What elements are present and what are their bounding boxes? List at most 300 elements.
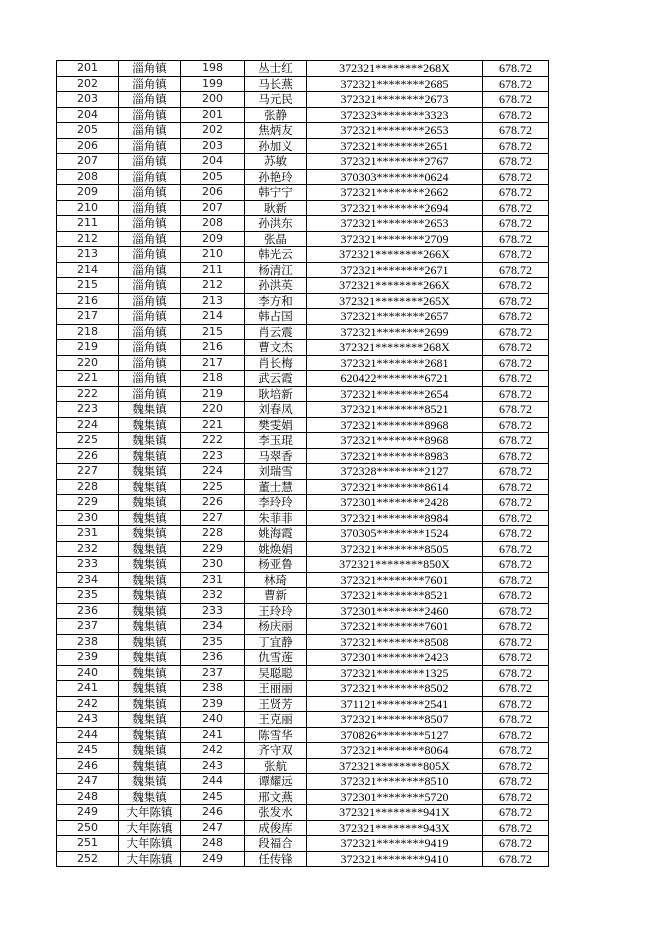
town-cell: 淄角镇 [119,231,181,247]
town-cell: 淄角镇 [119,61,181,77]
amount-cell: 678.72 [483,278,549,294]
name-cell: 李方和 [245,293,307,309]
row-number-cell: 250 [57,820,119,836]
id-number-cell: 370303********0624 [307,169,483,185]
sequence-cell: 237 [181,665,245,681]
id-number-cell: 372323********3323 [307,107,483,123]
name-cell: 马翠香 [245,448,307,464]
id-number-cell: 372321********8968 [307,433,483,449]
town-cell: 魏集镇 [119,696,181,712]
sequence-cell: 213 [181,293,245,309]
name-cell: 林琦 [245,572,307,588]
row-number-cell: 248 [57,789,119,805]
table-row [57,76,549,92]
row-number-cell: 205 [57,123,119,139]
amount-cell: 678.72 [483,154,549,170]
row-number-cell: 224 [57,417,119,433]
row-number-cell: 249 [57,805,119,821]
amount-cell: 678.72 [483,185,549,201]
name-cell: 韩宁宁 [245,185,307,201]
town-cell: 魏集镇 [119,402,181,418]
amount-cell: 678.72 [483,464,549,480]
sequence-cell: 245 [181,789,245,805]
row-number-cell: 244 [57,727,119,743]
town-cell: 魏集镇 [119,417,181,433]
row-number-cell: 252 [57,851,119,867]
row-number-cell: 202 [57,76,119,92]
id-number-cell: 372301********2460 [307,603,483,619]
town-cell: 魏集镇 [119,727,181,743]
row-number-cell: 206 [57,138,119,154]
town-cell: 魏集镇 [119,526,181,542]
table-row [57,681,549,697]
name-cell: 韩光云 [245,247,307,263]
sequence-cell: 248 [181,836,245,852]
sequence-cell: 202 [181,123,245,139]
id-number-cell: 372321********8614 [307,479,483,495]
sequence-cell: 233 [181,603,245,619]
row-number-cell: 212 [57,231,119,247]
table-row [57,696,549,712]
name-cell: 朱菲菲 [245,510,307,526]
table-row [57,526,549,542]
sequence-cell: 240 [181,712,245,728]
table-row [57,712,549,728]
id-number-cell: 372321********2673 [307,92,483,108]
town-cell: 淄角镇 [119,123,181,139]
town-cell: 魏集镇 [119,479,181,495]
amount-cell: 678.72 [483,510,549,526]
amount-cell: 678.72 [483,665,549,681]
name-cell: 孙洪英 [245,278,307,294]
amount-cell: 678.72 [483,138,549,154]
id-number-cell: 372321********265X [307,293,483,309]
data-table [56,60,549,867]
row-number-cell: 240 [57,665,119,681]
town-cell: 魏集镇 [119,774,181,790]
name-cell: 成俊库 [245,820,307,836]
row-number-cell: 220 [57,355,119,371]
name-cell: 吴聪聪 [245,665,307,681]
sequence-cell: 209 [181,231,245,247]
town-cell: 淄角镇 [119,107,181,123]
table-row [57,61,549,77]
table-row [57,247,549,263]
name-cell: 李玉琨 [245,433,307,449]
town-cell: 淄角镇 [119,169,181,185]
sequence-cell: 247 [181,820,245,836]
sequence-cell: 200 [181,92,245,108]
amount-cell: 678.72 [483,371,549,387]
table-row [57,541,549,557]
table-row [57,386,549,402]
name-cell: 张晶 [245,231,307,247]
row-number-cell: 236 [57,603,119,619]
row-number-cell: 242 [57,696,119,712]
name-cell: 陈雪华 [245,727,307,743]
sequence-cell: 222 [181,433,245,449]
row-number-cell: 241 [57,681,119,697]
name-cell: 肖长梅 [245,355,307,371]
name-cell: 李玲玲 [245,495,307,511]
table-row [57,262,549,278]
amount-cell: 678.72 [483,433,549,449]
town-cell: 魏集镇 [119,789,181,805]
town-cell: 大年陈镇 [119,836,181,852]
name-cell: 王克丽 [245,712,307,728]
town-cell: 魏集镇 [119,650,181,666]
amount-cell: 678.72 [483,851,549,867]
table-row [57,820,549,836]
table-row [57,154,549,170]
amount-cell: 678.72 [483,324,549,340]
table-row [57,216,549,232]
sequence-cell: 225 [181,479,245,495]
town-cell: 魏集镇 [119,572,181,588]
sequence-cell: 208 [181,216,245,232]
sequence-cell: 218 [181,371,245,387]
id-number-cell: 620422********6721 [307,371,483,387]
town-cell: 淄角镇 [119,154,181,170]
amount-cell: 678.72 [483,526,549,542]
id-number-cell: 372321********2681 [307,355,483,371]
amount-cell: 678.72 [483,820,549,836]
row-number-cell: 226 [57,448,119,464]
sequence-cell: 217 [181,355,245,371]
town-cell: 魏集镇 [119,634,181,650]
id-number-cell: 372301********2428 [307,495,483,511]
id-number-cell: 372321********266X [307,247,483,263]
name-cell: 任传锋 [245,851,307,867]
town-cell: 魏集镇 [119,464,181,480]
row-number-cell: 211 [57,216,119,232]
table-row [57,402,549,418]
id-number-cell: 372321********2662 [307,185,483,201]
amount-cell: 678.72 [483,836,549,852]
town-cell: 淄角镇 [119,92,181,108]
row-number-cell: 219 [57,340,119,356]
id-number-cell: 372301********5720 [307,789,483,805]
id-number-cell: 372321********7601 [307,619,483,635]
name-cell: 刘春凤 [245,402,307,418]
name-cell: 苏敏 [245,154,307,170]
town-cell: 魏集镇 [119,448,181,464]
row-number-cell: 251 [57,836,119,852]
name-cell: 孙艳玲 [245,169,307,185]
sequence-cell: 227 [181,510,245,526]
amount-cell: 678.72 [483,247,549,263]
name-cell: 韩占国 [245,309,307,325]
row-number-cell: 237 [57,619,119,635]
sequence-cell: 223 [181,448,245,464]
name-cell: 王玲玲 [245,603,307,619]
table-row [57,92,549,108]
name-cell: 肖云震 [245,324,307,340]
id-number-cell: 372321********2709 [307,231,483,247]
id-number-cell: 372321********8521 [307,402,483,418]
id-number-cell: 372321********8983 [307,448,483,464]
table-row [57,231,549,247]
name-cell: 马长燕 [245,76,307,92]
id-number-cell: 372321********268X [307,61,483,77]
table-row [57,634,549,650]
amount-cell: 678.72 [483,61,549,77]
amount-cell: 678.72 [483,758,549,774]
amount-cell: 678.72 [483,355,549,371]
sequence-cell: 224 [181,464,245,480]
amount-cell: 678.72 [483,262,549,278]
id-number-cell: 372321********943X [307,820,483,836]
amount-cell: 678.72 [483,712,549,728]
sequence-cell: 234 [181,619,245,635]
amount-cell: 678.72 [483,76,549,92]
table-row [57,107,549,123]
name-cell: 张发水 [245,805,307,821]
id-number-cell: 372301********2423 [307,650,483,666]
sequence-cell: 216 [181,340,245,356]
name-cell: 杨清江 [245,262,307,278]
amount-cell: 678.72 [483,696,549,712]
table-row [57,309,549,325]
id-number-cell: 372321********1325 [307,665,483,681]
sequence-cell: 214 [181,309,245,325]
town-cell: 大年陈镇 [119,820,181,836]
town-cell: 淄角镇 [119,324,181,340]
row-number-cell: 228 [57,479,119,495]
sequence-cell: 226 [181,495,245,511]
id-number-cell: 372321********8507 [307,712,483,728]
sequence-cell: 230 [181,557,245,573]
sequence-cell: 220 [181,402,245,418]
town-cell: 淄角镇 [119,262,181,278]
sequence-cell: 210 [181,247,245,263]
sequence-cell: 219 [181,386,245,402]
sequence-cell: 249 [181,851,245,867]
sequence-cell: 212 [181,278,245,294]
amount-cell: 678.72 [483,541,549,557]
amount-cell: 678.72 [483,448,549,464]
table-row [57,293,549,309]
id-number-cell: 372321********266X [307,278,483,294]
row-number-cell: 214 [57,262,119,278]
sequence-cell: 243 [181,758,245,774]
amount-cell: 678.72 [483,216,549,232]
table-row [57,371,549,387]
town-cell: 淄角镇 [119,340,181,356]
table-row [57,743,549,759]
sequence-cell: 241 [181,727,245,743]
sequence-cell: 231 [181,572,245,588]
table-row [57,200,549,216]
town-cell: 淄角镇 [119,247,181,263]
sequence-cell: 204 [181,154,245,170]
name-cell: 杨庆丽 [245,619,307,635]
name-cell: 段福合 [245,836,307,852]
table-row [57,324,549,340]
row-number-cell: 235 [57,588,119,604]
name-cell: 耿新 [245,200,307,216]
table-row [57,448,549,464]
name-cell: 姚海霞 [245,526,307,542]
table-row [57,851,549,867]
name-cell: 耿培新 [245,386,307,402]
amount-cell: 678.72 [483,681,549,697]
table-row [57,805,549,821]
row-number-cell: 233 [57,557,119,573]
row-number-cell: 245 [57,743,119,759]
town-cell: 淄角镇 [119,216,181,232]
name-cell: 杨亚鲁 [245,557,307,573]
row-number-cell: 213 [57,247,119,263]
sequence-cell: 235 [181,634,245,650]
table-row [57,185,549,201]
id-number-cell: 372321********8502 [307,681,483,697]
sequence-cell: 215 [181,324,245,340]
id-number-cell: 372321********8508 [307,634,483,650]
table-row [57,138,549,154]
id-number-cell: 372321********805X [307,758,483,774]
row-number-cell: 225 [57,433,119,449]
amount-cell: 678.72 [483,634,549,650]
amount-cell: 678.72 [483,107,549,123]
town-cell: 魏集镇 [119,603,181,619]
sequence-cell: 242 [181,743,245,759]
id-number-cell: 372321********8064 [307,743,483,759]
amount-cell: 678.72 [483,774,549,790]
name-cell: 邢文燕 [245,789,307,805]
table-row [57,433,549,449]
amount-cell: 678.72 [483,169,549,185]
id-number-cell: 372321********941X [307,805,483,821]
id-number-cell: 372321********8984 [307,510,483,526]
id-number-cell: 372321********2653 [307,123,483,139]
id-number-cell: 372321********2657 [307,309,483,325]
id-number-cell: 372321********9419 [307,836,483,852]
amount-cell: 678.72 [483,789,549,805]
town-cell: 魏集镇 [119,588,181,604]
amount-cell: 678.72 [483,293,549,309]
id-number-cell: 372321********7601 [307,572,483,588]
sequence-cell: 203 [181,138,245,154]
town-cell: 魏集镇 [119,619,181,635]
sequence-cell: 201 [181,107,245,123]
town-cell: 大年陈镇 [119,851,181,867]
town-cell: 魏集镇 [119,681,181,697]
sequence-cell: 211 [181,262,245,278]
amount-cell: 678.72 [483,402,549,418]
name-cell: 王贤芳 [245,696,307,712]
row-number-cell: 231 [57,526,119,542]
row-number-cell: 204 [57,107,119,123]
id-number-cell: 372321********2694 [307,200,483,216]
table-row [57,495,549,511]
name-cell: 姚焕娟 [245,541,307,557]
amount-cell: 678.72 [483,231,549,247]
id-number-cell: 372321********9410 [307,851,483,867]
name-cell: 曹文杰 [245,340,307,356]
amount-cell: 678.72 [483,200,549,216]
amount-cell: 678.72 [483,572,549,588]
town-cell: 淄角镇 [119,138,181,154]
sequence-cell: 228 [181,526,245,542]
id-number-cell: 372321********2699 [307,324,483,340]
id-number-cell: 372321********8510 [307,774,483,790]
table-row [57,603,549,619]
name-cell: 仇雪莲 [245,650,307,666]
amount-cell: 678.72 [483,619,549,635]
row-number-cell: 227 [57,464,119,480]
table-row [57,665,549,681]
town-cell: 魏集镇 [119,712,181,728]
id-number-cell: 371121********2541 [307,696,483,712]
town-cell: 淄角镇 [119,293,181,309]
amount-cell: 678.72 [483,92,549,108]
row-number-cell: 207 [57,154,119,170]
table-row [57,758,549,774]
table-row [57,789,549,805]
id-number-cell: 372321********2767 [307,154,483,170]
town-cell: 魏集镇 [119,557,181,573]
sequence-cell: 207 [181,200,245,216]
id-number-cell: 370826********5127 [307,727,483,743]
id-number-cell: 372321********8968 [307,417,483,433]
row-number-cell: 216 [57,293,119,309]
row-number-cell: 215 [57,278,119,294]
amount-cell: 678.72 [483,650,549,666]
sequence-cell: 232 [181,588,245,604]
name-cell: 樊雯娟 [245,417,307,433]
table-row [57,123,549,139]
row-number-cell: 239 [57,650,119,666]
table-row [57,355,549,371]
sequence-cell: 236 [181,650,245,666]
table-row [57,619,549,635]
row-number-cell: 221 [57,371,119,387]
name-cell: 孙洪东 [245,216,307,232]
row-number-cell: 238 [57,634,119,650]
row-number-cell: 203 [57,92,119,108]
row-number-cell: 232 [57,541,119,557]
table-row [57,510,549,526]
table-row [57,464,549,480]
id-number-cell: 372321********850X [307,557,483,573]
name-cell: 丁宜静 [245,634,307,650]
amount-cell: 678.72 [483,386,549,402]
table-row [57,572,549,588]
row-number-cell: 243 [57,712,119,728]
name-cell: 曹新 [245,588,307,604]
amount-cell: 678.72 [483,727,549,743]
row-number-cell: 208 [57,169,119,185]
amount-cell: 678.72 [483,309,549,325]
town-cell: 魏集镇 [119,665,181,681]
town-cell: 淄角镇 [119,278,181,294]
table-row [57,169,549,185]
town-cell: 大年陈镇 [119,805,181,821]
id-number-cell: 372321********2653 [307,216,483,232]
sequence-cell: 229 [181,541,245,557]
name-cell: 张航 [245,758,307,774]
row-number-cell: 209 [57,185,119,201]
town-cell: 淄角镇 [119,386,181,402]
amount-cell: 678.72 [483,557,549,573]
town-cell: 魏集镇 [119,758,181,774]
table-body [57,61,549,867]
name-cell: 齐守双 [245,743,307,759]
sequence-cell: 199 [181,76,245,92]
town-cell: 淄角镇 [119,309,181,325]
row-number-cell: 246 [57,758,119,774]
